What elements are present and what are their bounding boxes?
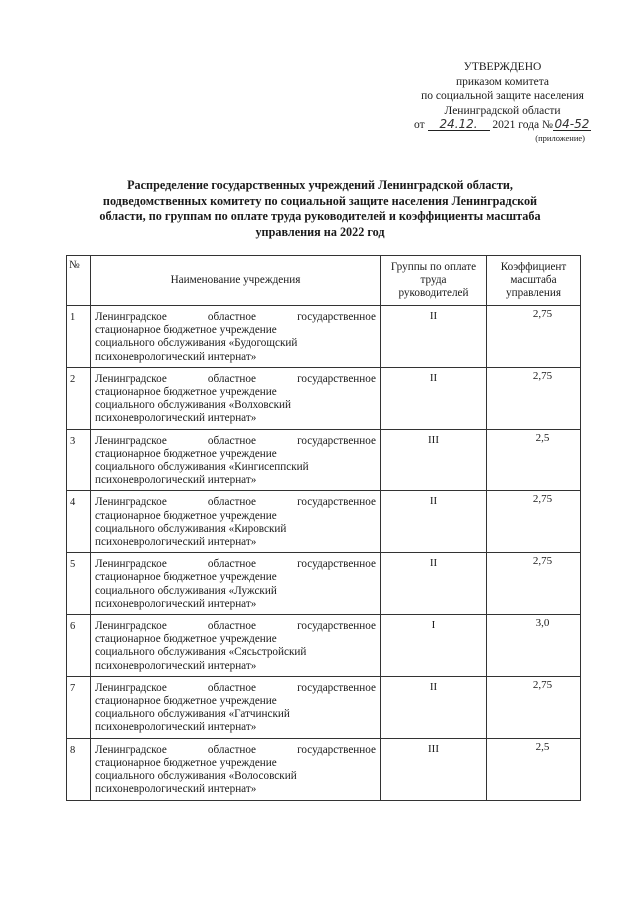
row-coefficient: 2,75 <box>487 676 581 738</box>
name-place: Гатчинский <box>234 708 290 721</box>
row-number: 2 <box>67 367 91 429</box>
institution-name <box>91 738 381 800</box>
approval-year: 2021 <box>492 119 516 132</box>
name-line-1 <box>95 620 376 633</box>
approval-heading: УТВЕРЖДЕНО <box>463 61 542 73</box>
approval-date-handwritten: 24.12. <box>428 118 490 131</box>
name-line-2: стационарное бюджетное учреждение <box>95 324 277 337</box>
name-word-2: областное <box>207 743 257 756</box>
approval-number-handwritten: 04-52 <box>554 117 590 132</box>
table-row <box>67 367 581 429</box>
name-line-4: психоневрологический интернат» <box>95 412 257 425</box>
title-line-2: подведомственных комитету по социальной защите населения Ленинградской <box>102 193 538 208</box>
table-body <box>67 306 581 801</box>
name-place: Лужский <box>234 584 277 597</box>
title-line-1: Распределение государственных учреждений Ленинградской области, <box>127 178 513 192</box>
header-num: № <box>67 256 91 306</box>
row-number: 6 <box>67 615 91 677</box>
institution-name <box>91 306 381 368</box>
name-place: Будогощский <box>234 337 298 350</box>
name-word-3: государственное <box>297 496 376 509</box>
name-line-1 <box>95 373 376 386</box>
approval-date-line <box>380 118 625 133</box>
name-line-1 <box>95 496 376 509</box>
name-word-2: областное <box>207 620 257 633</box>
institution-name <box>91 553 381 615</box>
row-group: II <box>381 676 487 738</box>
name-word-1: Ленинградское <box>95 620 167 633</box>
name-word-1: Ленинградское <box>95 372 167 385</box>
name-word-1: Ленинградское <box>95 434 167 447</box>
row-number: 8 <box>67 738 91 800</box>
institution-name <box>91 491 381 553</box>
name-line-1 <box>95 682 376 695</box>
approval-line-1: приказом комитета <box>455 75 550 88</box>
row-group: II <box>381 491 487 553</box>
name-place: Волосовский <box>234 770 297 783</box>
name-line-2: стационарное бюджетное учреждение <box>95 447 277 460</box>
approval-line-3: Ленинградской области <box>444 104 561 117</box>
row-coefficient: 2,75 <box>487 491 581 553</box>
row-group: I <box>381 615 487 677</box>
name-place: Сясьстройский <box>234 646 307 659</box>
name-place: Кингисеппский <box>234 461 309 474</box>
approval-appendix: (приложение) <box>535 132 585 143</box>
name-line-1 <box>95 744 376 757</box>
name-line-3-prefix: социального обслуживания « <box>95 337 235 350</box>
name-line-3-prefix: социального обслуживания « <box>95 584 235 597</box>
name-word-1: Ленинградское <box>95 496 167 509</box>
name-word-3: государственное <box>297 681 376 694</box>
name-line-3 <box>95 770 376 783</box>
row-number: 1 <box>67 306 91 368</box>
row-group: III <box>381 429 487 491</box>
name-word-2: областное <box>207 372 257 385</box>
name-line-3 <box>95 646 376 659</box>
approval-block <box>380 60 625 143</box>
name-line-4: психоневрологический интернат» <box>95 536 257 549</box>
row-number: 4 <box>67 491 91 553</box>
name-line-3-prefix: социального обслуживания « <box>95 399 235 412</box>
row-group: II <box>381 553 487 615</box>
header-name: Наименование учреждения <box>91 256 381 306</box>
name-line-3 <box>95 708 376 721</box>
institution-name <box>91 676 381 738</box>
name-word-1: Ленинградское <box>95 743 167 756</box>
row-coefficient: 2,75 <box>487 553 581 615</box>
institution-name <box>91 429 381 491</box>
name-line-3 <box>95 337 376 350</box>
approval-line-2: по социальной защите населения <box>421 90 584 103</box>
institution-name <box>91 367 381 429</box>
name-line-2: стационарное бюджетное учреждение <box>95 509 277 522</box>
name-place: Волховский <box>234 399 292 412</box>
row-coefficient: 3,0 <box>487 615 581 677</box>
name-line-3 <box>95 399 376 412</box>
name-line-2: стационарное бюджетное учреждение <box>95 756 277 769</box>
name-place: Кировский <box>234 522 287 535</box>
name-word-1: Ленинградское <box>95 558 167 571</box>
row-coefficient: 2,75 <box>487 306 581 368</box>
name-line-2: стационарное бюджетное учреждение <box>95 695 277 708</box>
table-row <box>67 615 581 677</box>
table-row <box>67 429 581 491</box>
name-line-3 <box>95 461 376 474</box>
name-line-4: психоневрологический интернат» <box>95 783 257 796</box>
name-word-2: областное <box>207 311 257 323</box>
name-word-3: государственное <box>297 558 376 571</box>
table-row <box>67 738 581 800</box>
row-group: II <box>381 367 487 429</box>
approval-year-word: года № <box>518 119 553 132</box>
name-word-1: Ленинградское <box>95 681 167 694</box>
name-word-2: областное <box>207 434 257 447</box>
header-group: Группы по оплате труда руководителей <box>381 256 487 306</box>
name-word-3: государственное <box>297 620 376 633</box>
name-word-3: государственное <box>297 311 376 323</box>
row-number: 7 <box>67 676 91 738</box>
name-line-3-prefix: социального обслуживания « <box>95 646 235 659</box>
name-line-3-prefix: социального обслуживания « <box>95 522 235 535</box>
name-line-3 <box>95 523 376 536</box>
header-coef: Коэффициент масштаба управления <box>487 256 581 306</box>
row-group: II <box>381 306 487 368</box>
name-word-2: областное <box>207 558 257 571</box>
name-line-3-prefix: социального обслуживания « <box>95 770 235 783</box>
name-word-1: Ленинградское <box>95 311 167 323</box>
name-word-3: государственное <box>297 743 376 756</box>
name-line-4: психоневрологический интернат» <box>95 474 257 487</box>
table-header-row <box>67 256 581 306</box>
name-word-2: областное <box>207 681 257 694</box>
table-row <box>67 491 581 553</box>
table-row <box>67 553 581 615</box>
name-line-1 <box>95 435 376 448</box>
title-line-4: управления на 2022 год <box>255 224 385 239</box>
name-line-1 <box>95 311 376 324</box>
table-row <box>67 306 581 368</box>
row-coefficient: 2,75 <box>487 367 581 429</box>
name-line-2: стационарное бюджетное учреждение <box>95 386 277 399</box>
institutions-table <box>66 255 581 801</box>
institution-name <box>91 615 381 677</box>
title-line-3: области, по группам по оплате труда руководителей и коэффициенты масштаба <box>99 209 541 223</box>
name-word-3: государственное <box>297 372 376 385</box>
name-word-2: областное <box>207 496 257 509</box>
name-line-4: психоневрологический интернат» <box>95 721 257 734</box>
name-line-4: психоневрологический интернат» <box>95 350 257 363</box>
name-line-4: психоневрологический интернат» <box>95 659 257 672</box>
row-number: 3 <box>67 429 91 491</box>
name-line-1 <box>95 558 376 571</box>
name-word-3: государственное <box>297 434 376 447</box>
name-line-4: психоневрологический интернат» <box>95 597 257 610</box>
row-number: 5 <box>67 553 91 615</box>
table-row <box>67 676 581 738</box>
approval-from: от <box>414 119 425 132</box>
document-title <box>62 178 578 240</box>
name-line-2: стационарное бюджетное учреждение <box>95 633 277 646</box>
row-coefficient: 2,5 <box>487 429 581 491</box>
row-group: III <box>381 738 487 800</box>
name-line-3 <box>95 585 376 598</box>
name-line-2: стационарное бюджетное учреждение <box>95 571 277 584</box>
name-line-3-prefix: социального обслуживания « <box>95 461 235 474</box>
row-coefficient: 2,5 <box>487 738 581 800</box>
name-line-3-prefix: социального обслуживания « <box>95 708 235 721</box>
